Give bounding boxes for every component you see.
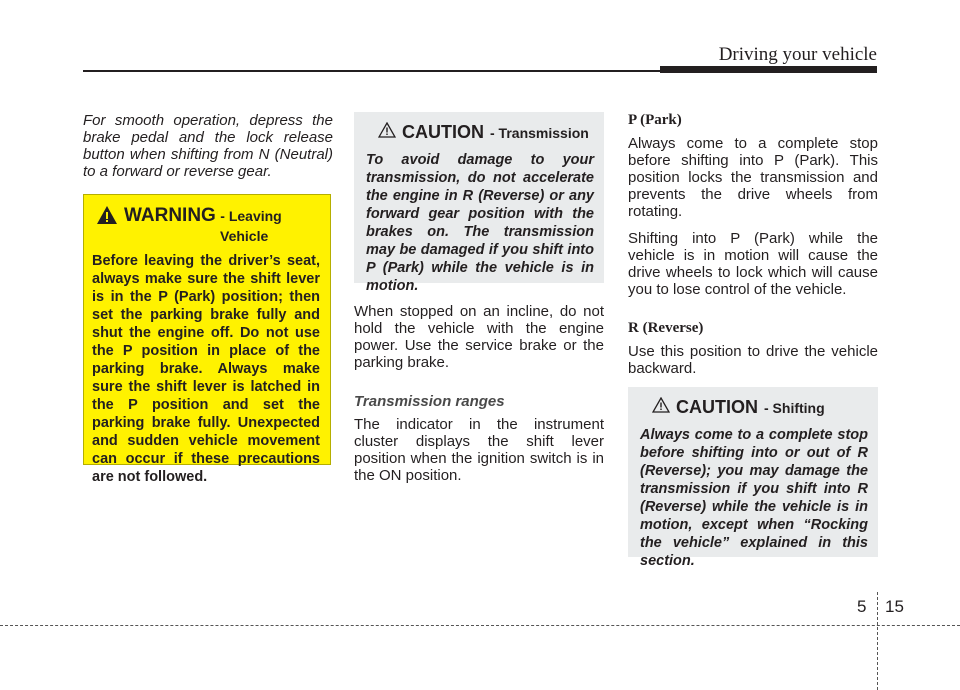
park-paragraph-2: Shifting into P (Park) while the vehicle is in motion will cause the drive wheels to lock which will cause you to lose control of the vehicle. bbox=[628, 230, 878, 298]
park-paragraph-1: Always come to a complete stop before shifting into P (Park). This position locks the transmission and prevents the drive wheels from rotating. bbox=[628, 135, 878, 220]
reverse-heading: R (Reverse) bbox=[628, 320, 704, 336]
page-number-separator bbox=[877, 592, 879, 690]
chapter-number: 5 bbox=[857, 597, 867, 616]
caution-transmission-title: CAUTION bbox=[402, 122, 484, 142]
transmission-ranges-heading: Transmission ranges bbox=[354, 393, 505, 410]
caution-transmission-body: To avoid damage to your transmission, do not accelerate the engine in R (Reverse) or any forward gear position with the brakes on. The transmission may be damaged if you shift into P (Park) while the vehicle is in motion. bbox=[366, 152, 594, 294]
reverse-paragraph: Use this position to drive the vehicle backward. bbox=[628, 343, 878, 377]
warning-triangle-icon bbox=[96, 205, 118, 230]
left-column bbox=[83, 112, 333, 180]
transmission-ranges-paragraph: The indicator in the instrument cluster displays the shift lever position when the ignition switch is in the ON position. bbox=[354, 416, 604, 484]
caution-transmission-header bbox=[378, 122, 594, 143]
caution-shifting-box bbox=[628, 387, 878, 569]
page-number: 15 bbox=[885, 597, 904, 616]
warning-subtitle: - Leaving bbox=[220, 208, 282, 224]
warning-box bbox=[83, 194, 331, 485]
page-header-title: Driving your vehicle bbox=[718, 44, 877, 65]
caution-transmission-box bbox=[354, 112, 604, 294]
caution-shifting-title: CAUTION bbox=[676, 397, 758, 417]
header-rule-bar bbox=[660, 66, 877, 73]
header-rule bbox=[83, 70, 660, 72]
caution-shifting-header bbox=[652, 397, 868, 418]
warning-title: WARNING bbox=[124, 205, 216, 226]
warning-body: Before leaving the driver’s seat, always make sure the shift lever is in the P (Park) position; then set the parking brake fully and shut the engine off. Do not use the P position in place of the parking brake. Always make sure the shift lever is latched in the P position and set the parking brake fully. Unexpected and sudden vehicle movement can occur if these precautions are not followed. bbox=[92, 253, 320, 485]
caution-triangle-icon bbox=[652, 397, 670, 418]
warning-header bbox=[96, 205, 320, 230]
incline-paragraph: When stopped on an incline, do not hold the vehicle with the engine power. Use the service brake or the parking brake. bbox=[354, 303, 604, 371]
caution-triangle-icon bbox=[378, 122, 396, 143]
footer-rule bbox=[0, 625, 960, 626]
right-column bbox=[628, 112, 878, 569]
caution-transmission-subtitle: - Transmission bbox=[490, 124, 589, 141]
middle-column bbox=[354, 112, 604, 494]
park-heading: P (Park) bbox=[628, 112, 682, 128]
caution-shifting-subtitle: - Shifting bbox=[764, 399, 825, 416]
intro-paragraph: For smooth operation, depress the brake pedal and the lock release button when shifting from N (Neutral) to a forward or reverse gear. bbox=[83, 112, 333, 180]
caution-shifting-body: Always come to a complete stop before shifting into or out of R (Reverse); you may damage the transmission if you shift into R (Reverse) while the vehicle is in motion, except when “Rocking the vehicle” explained in this section. bbox=[640, 427, 868, 569]
warning-subtitle-2: Vehicle bbox=[220, 228, 269, 244]
